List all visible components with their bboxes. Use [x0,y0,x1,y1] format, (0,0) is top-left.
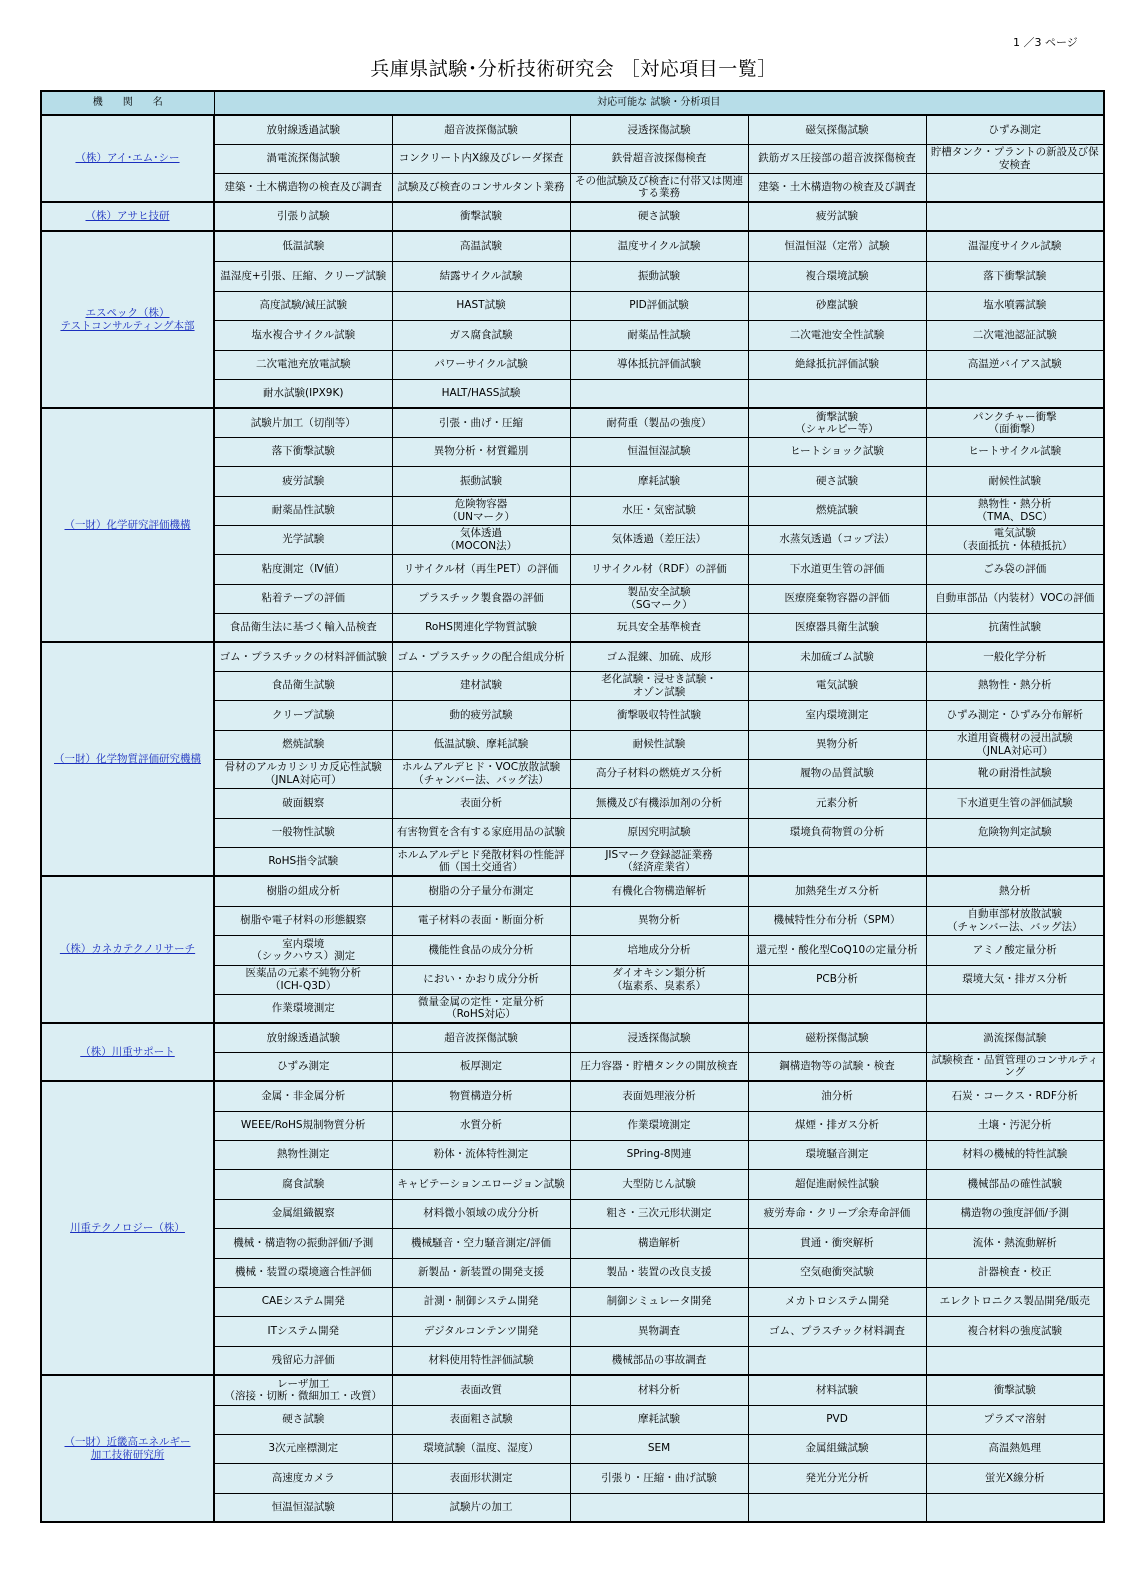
test-item-cell: 耐水試験(IPX9K) [214,379,392,408]
test-item-cell: 高温逆バイアス試験 [926,350,1104,379]
test-item-cell: ゴム・プラスチックの配合組成分析 [392,642,570,671]
test-item-cell: 恒温恒湿試験 [570,437,748,466]
test-item-cell: 樹脂の分子量分布測定 [392,876,570,906]
test-item-cell: 低温試験、摩耗試験 [392,730,570,759]
test-item-cell: 浸透探傷試験 [570,115,748,144]
table-row [41,1081,1104,1111]
page-title: 兵庫県試験･分析技術研究会 ［対応項目一覧］ [370,58,777,80]
test-item-cell: 加熱発生ガス分析 [748,876,926,906]
test-item-cell: 一般化学分析 [926,642,1104,671]
test-item-cell: 衝撃試験 （シャルピー等） [748,408,926,437]
test-item-cell: 衝撃吸収特性試験 [570,700,748,730]
test-item-cell: 腐食試験 [214,1169,392,1199]
test-item-cell: ひずみ測定 [926,115,1104,144]
test-item-cell: 圧力容器・貯槽タンクの開放検査 [570,1052,748,1081]
test-item-cell: 環境大気・排ガス分析 [926,965,1104,994]
test-item-cell: 表面改質 [392,1375,570,1405]
test-item-cell: 耐荷重（製品の強度） [570,408,748,437]
test-item-cell: レーザ加工 （溶接・切断・微細加工・改質） [214,1375,392,1405]
test-item-cell: 機械部品の事故調査 [570,1346,748,1375]
test-item-cell: 靴の耐滑性試験 [926,759,1104,788]
test-item-cell: 異物分析 [748,730,926,759]
organization-link[interactable]: （一財）近畿高エネルギー 加工技術研究所 [41,1375,214,1522]
organization-link[interactable]: エスペック（株） テストコンサルティング本部 [41,231,214,408]
organization-link[interactable]: （株）カネカテクノリサーチ [41,876,214,1023]
test-item-cell: 渦流探傷試験 [926,1023,1104,1052]
test-item-cell: 超音波探傷試験 [392,115,570,144]
test-item-cell: 熱物性・熱分析 [926,671,1104,700]
test-item-cell: リサイクル材（再生PET）の評価 [392,554,570,584]
test-item-cell: 履物の品質試験 [748,759,926,788]
organization-link[interactable]: （一財）化学研究評価機構 [41,408,214,642]
test-item-cell: 原因究明試験 [570,818,748,847]
test-item-cell: 導体抵抗評価試験 [570,350,748,379]
test-item-cell: 石炭・コークス・RDF分析 [926,1081,1104,1111]
test-item-cell: 高分子材料の燃焼ガス分析 [570,759,748,788]
test-item-cell: 渦電流探傷試験 [214,144,392,173]
test-item-cell: 振動試験 [392,466,570,496]
test-item-cell: 危険物判定試験 [926,818,1104,847]
test-item-cell: 建築・土木構造物の検査及び調査 [214,173,392,202]
test-item-cell: PVD [748,1405,926,1434]
test-item-cell: 振動試験 [570,261,748,291]
test-item-cell: 試験検査・品質管理のコンサルティング [926,1052,1104,1081]
test-item-cell: 製品安全試験 （SGマーク） [570,584,748,613]
test-item-cell: 燃焼試験 [214,730,392,759]
test-item-cell: 新製品・新装置の開発支援 [392,1258,570,1287]
table-row [41,408,1104,437]
test-item-cell: 残留応力評価 [214,1346,392,1375]
test-item-cell: 貯槽タンク・プラントの新設及び保安検査 [926,144,1104,173]
test-item-cell: 油分析 [748,1081,926,1111]
organization-link[interactable]: （株）川重サポート [41,1023,214,1081]
test-item-cell: 環境騒音測定 [748,1140,926,1169]
test-item-cell: 粉体・流体特性測定 [392,1140,570,1169]
test-item-cell: 磁粉探傷試験 [748,1023,926,1052]
test-item-cell: 表面処理液分析 [570,1081,748,1111]
test-item-cell: 試験片の加工 [392,1493,570,1522]
test-item-cell: 砂塵試験 [748,291,926,320]
test-item-cell: 材料分析 [570,1375,748,1405]
test-item-cell: 煤煙・排ガス分析 [748,1111,926,1140]
test-item-cell [926,1346,1104,1375]
test-item-cell [926,994,1104,1023]
test-item-cell: 構造解析 [570,1228,748,1258]
test-item-cell: 骨材のアルカリシリカ反応性試験 （JNLA対応可） [214,759,392,788]
test-item-cell: 温度サイクル試験 [570,231,748,261]
test-item-cell: PID評価試験 [570,291,748,320]
test-item-cell: 落下衝撃試験 [214,437,392,466]
organization-link[interactable]: 川重テクノロジー（株） [41,1081,214,1375]
test-item-cell: 食品衛生法に基づく輸入品検査 [214,613,392,642]
test-item-cell: 高温熱処理 [926,1434,1104,1463]
test-item-cell [570,994,748,1023]
test-item-cell: 水蒸気透過（コップ法） [748,525,926,554]
test-item-cell: 建材試験 [392,671,570,700]
test-item-cell: 熱物性・熱分析 （TMA、DSC） [926,496,1104,525]
table-row [41,1023,1104,1052]
test-item-cell: 気体透過（差圧法） [570,525,748,554]
test-item-cell: 硬さ試験 [214,1405,392,1434]
test-item-cell: 衝撃試験 [392,202,570,231]
test-item-cell: 二次電池安全性試験 [748,320,926,350]
table-row [41,231,1104,261]
test-item-cell: 電気試験 （表面抵抗・体積抵抗） [926,525,1104,554]
test-item-cell: CAEシステム開発 [214,1287,392,1316]
test-item-cell: 試験及び検査のコンサルタント業務 [392,173,570,202]
test-item-cell [926,379,1104,408]
test-item-cell: 自動車部品（内装材）VOCの評価 [926,584,1104,613]
test-item-cell: 材料の機械的特性試験 [926,1140,1104,1169]
test-item-cell [926,173,1104,202]
test-item-cell: 耐候性試験 [926,466,1104,496]
test-item-cell: デジタルコンテンツ開発 [392,1316,570,1346]
test-item-cell [570,1493,748,1522]
test-item-cell: 計器検査・校正 [926,1258,1104,1287]
test-item-cell: 大型防じん試験 [570,1169,748,1199]
test-item-cell: エレクトロニクス製品開発/販売 [926,1287,1104,1316]
test-item-cell: 落下衝撃試験 [926,261,1104,291]
test-item-cell: 塩水複合サイクル試験 [214,320,392,350]
organization-link[interactable]: （株）アサヒ技研 [41,202,214,231]
test-item-cell: クリープ試験 [214,700,392,730]
test-item-cell: 破面観察 [214,788,392,818]
test-item-cell: 耐薬品性試験 [214,496,392,525]
test-item-cell [748,1346,926,1375]
test-item-cell [926,1493,1104,1522]
test-item-cell: 複合環境試験 [748,261,926,291]
test-item-cell: 作業環境測定 [214,994,392,1023]
test-item-cell: 材料使用特性評価試験 [392,1346,570,1375]
test-item-table [40,90,1105,1523]
test-item-cell: ゴム・プラスチックの材料評価試験 [214,642,392,671]
test-item-cell: SEM [570,1434,748,1463]
test-item-cell: 引張り・圧縮・曲げ試験 [570,1463,748,1493]
test-item-cell: 機械・装置の環境適合性評価 [214,1258,392,1287]
test-item-cell: 耐薬品性試験 [570,320,748,350]
test-item-cell: 電子材料の表面・断面分析 [392,906,570,935]
test-item-cell: 室内環境 （シックハウス）測定 [214,935,392,965]
test-item-cell: 絶縁抵抗評価試験 [748,350,926,379]
test-item-cell: RoHS指令試験 [214,847,392,876]
test-item-cell: パンクチャー衝撃 （面衝撃） [926,408,1104,437]
test-item-cell: その他試験及び検査に付帯又は関連する業務 [570,173,748,202]
organization-link[interactable]: （一財）化学物質評価研究機構 [41,642,214,876]
test-item-cell: 熱物性測定 [214,1140,392,1169]
test-item-cell: WEEE/RoHS規制物質分析 [214,1111,392,1140]
test-item-cell: 摩耗試験 [570,1405,748,1434]
test-item-cell [926,202,1104,231]
test-item-cell: 気体透過 （MOCON法） [392,525,570,554]
test-item-cell: 製品・装置の改良支援 [570,1258,748,1287]
test-item-cell: ヒートショック試験 [748,437,926,466]
test-item-cell: ゴム、プラスチック材料調査 [748,1316,926,1346]
test-item-cell: 表面形状測定 [392,1463,570,1493]
test-item-cell [748,1493,926,1522]
test-item-cell: HAST試験 [392,291,570,320]
table-row [41,642,1104,671]
test-item-cell: 温湿度+引張、圧縮、クリープ試験 [214,261,392,291]
test-item-cell: 培地成分分析 [570,935,748,965]
test-item-cell: 超促進耐候性試験 [748,1169,926,1199]
test-item-cell: 恒温恒湿（定常）試験 [748,231,926,261]
test-item-cell: 耐候性試験 [570,730,748,759]
test-item-cell: 医療廃棄物容器の評価 [748,584,926,613]
test-item-cell: 計測・制御システム開発 [392,1287,570,1316]
test-item-cell: 磁気探傷試験 [748,115,926,144]
test-item-cell: 高速度カメラ [214,1463,392,1493]
test-item-cell: 機械部品の確性試験 [926,1169,1104,1199]
test-item-cell: 有害物質を含有する家庭用品の試験 [392,818,570,847]
test-item-cell: におい・かおり成分分析 [392,965,570,994]
test-item-cell: 機能性食品の成分分析 [392,935,570,965]
test-item-cell: JISマーク登録認証業務 （経済産業省） [570,847,748,876]
test-item-cell: 無機及び有機添加剤の分析 [570,788,748,818]
org-column-header: 機 関 名 [41,91,214,115]
test-item-cell: 結露サイクル試験 [392,261,570,291]
test-item-cell: ホルムアルデヒド発散材料の性能評価（国土交通省） [392,847,570,876]
test-item-cell: 硬さ試験 [748,466,926,496]
test-item-cell: 材料試験 [748,1375,926,1405]
test-item-cell [926,847,1104,876]
test-item-cell: 環境試験（温度、湿度） [392,1434,570,1463]
test-item-cell: 機械特性分布分析（SPM） [748,906,926,935]
test-item-cell: 恒温恒湿試験 [214,1493,392,1522]
test-item-cell: 自動車部材放散試験 （チャンバー法、バッグ法） [926,906,1104,935]
test-item-cell: 浸透探傷試験 [570,1023,748,1052]
test-item-cell: 老化試験・浸せき試験・ オゾン試験 [570,671,748,700]
test-item-cell: 鉄骨超音波探傷検査 [570,144,748,173]
test-item-cell: 有機化合物構造解析 [570,876,748,906]
test-item-cell: PCB分析 [748,965,926,994]
test-item-cell: 複合材料の強度試験 [926,1316,1104,1346]
test-item-cell: ごみ袋の評価 [926,554,1104,584]
test-item-cell: ゴム混練、加硫、成形 [570,642,748,671]
test-item-cell: 粗さ・三次元形状測定 [570,1199,748,1228]
test-item-cell: RoHS関連化学物質試験 [392,613,570,642]
test-item-cell: 超音波探傷試験 [392,1023,570,1052]
test-item-cell: 異物分析・材質鑑別 [392,437,570,466]
test-item-cell: 貫通・衝突解析 [748,1228,926,1258]
test-item-cell: 物質構造分析 [392,1081,570,1111]
test-item-cell: 二次電池認証試験 [926,320,1104,350]
test-item-cell: 構造物の強度評価/予測 [926,1199,1104,1228]
test-item-cell: 衝撃試験 [926,1375,1104,1405]
test-item-cell: 燃焼試験 [748,496,926,525]
page-number: 1 ／3 ページ [1013,36,1078,49]
test-item-cell: 引張り試験 [214,202,392,231]
test-item-cell: 温湿度サイクル試験 [926,231,1104,261]
test-item-cell: パワーサイクル試験 [392,350,570,379]
test-item-cell: 板厚測定 [392,1052,570,1081]
test-item-cell: 室内環境測定 [748,700,926,730]
test-item-cell: 医薬品の元素不純物分析 （ICH-Q3D） [214,965,392,994]
test-item-cell: 還元型・酸化型CoQ10の定量分析 [748,935,926,965]
table-row [41,876,1104,906]
test-item-cell: 光学試験 [214,525,392,554]
test-item-cell: 3次元座標測定 [214,1434,392,1463]
test-item-cell: 放射線透過試験 [214,1023,392,1052]
test-item-cell: 表面粗さ試験 [392,1405,570,1434]
test-item-cell: 異物調査 [570,1316,748,1346]
test-item-cell: 建築・土木構造物の検査及び調査 [748,173,926,202]
test-item-cell: 放射線透過試験 [214,115,392,144]
test-item-cell: 高度試験/減圧試験 [214,291,392,320]
test-item-cell: ホルムアルデヒド・VOC放散試験 （チャンバー法、バッグ法） [392,759,570,788]
test-item-cell: 元素分析 [748,788,926,818]
test-item-cell: 試験片加工（切削等） [214,408,392,437]
test-item-cell: プラズマ溶射 [926,1405,1104,1434]
test-item-cell: 機械騒音・空力騒音測定/評価 [392,1228,570,1258]
test-item-cell: 発光分光分析 [748,1463,926,1493]
test-item-cell: 電気試験 [748,671,926,700]
test-item-cell: 下水道更生管の評価試験 [926,788,1104,818]
test-item-cell: 硬さ試験 [570,202,748,231]
test-item-cell: 熱分析 [926,876,1104,906]
test-item-cell: 疲労寿命・クリープ余寿命評価 [748,1199,926,1228]
test-item-cell: 下水道更生管の評価 [748,554,926,584]
test-item-cell: プラスチック製食器の評価 [392,584,570,613]
items-column-header: 対応可能な 試験・分析項目 [214,91,1104,115]
test-item-cell: 玩具安全基準検査 [570,613,748,642]
test-item-cell: 表面分析 [392,788,570,818]
test-item-cell: 高温試験 [392,231,570,261]
test-item-cell: 摩耗試験 [570,466,748,496]
test-item-cell: 空気砲衝突試験 [748,1258,926,1287]
test-item-cell: ヒートサイクル試験 [926,437,1104,466]
test-item-cell: SPring-8関連 [570,1140,748,1169]
test-item-cell: 水道用資機材の浸出試験 （JNLA対応可） [926,730,1104,759]
test-item-cell: 一般物性試験 [214,818,392,847]
test-item-cell: ITシステム開発 [214,1316,392,1346]
test-item-cell: コンクリート内X線及びレーダ探査 [392,144,570,173]
test-item-cell [570,379,748,408]
organization-link[interactable]: （株）アイ･エム･シー [41,115,214,202]
test-item-cell: 樹脂の組成分析 [214,876,392,906]
test-item-cell [748,379,926,408]
table-header-row [41,91,1104,115]
table-row [41,115,1104,144]
test-item-cell: キャビテーションエロージョン試験 [392,1169,570,1199]
test-item-cell: 金属組織試験 [748,1434,926,1463]
test-item-cell: 危険物容器 （UNマーク） [392,496,570,525]
test-item-cell: 未加硫ゴム試験 [748,642,926,671]
test-item-cell [748,847,926,876]
table-row [41,1375,1104,1405]
test-item-cell: 引張・曲げ・圧縮 [392,408,570,437]
test-item-cell: 粘度測定（Ⅳ値） [214,554,392,584]
test-item-cell: 流体・熱流動解析 [926,1228,1104,1258]
test-item-cell: 食品衛生試験 [214,671,392,700]
test-item-cell: 制御シミュレータ開発 [570,1287,748,1316]
test-item-cell: 鉄筋ガス圧接部の超音波探傷検査 [748,144,926,173]
test-item-cell: 二次電池充放電試験 [214,350,392,379]
test-item-cell: 鋼構造物等の試験・検査 [748,1052,926,1081]
test-item-cell: 粘着テープの評価 [214,584,392,613]
test-item-cell: 微量金属の定性・定量分析 （RoHS対応） [392,994,570,1023]
test-item-cell: 疲労試験 [214,466,392,496]
test-item-cell: HALT/HASS試験 [392,379,570,408]
test-item-cell: 抗菌性試験 [926,613,1104,642]
test-item-cell: 疲労試験 [748,202,926,231]
test-item-cell: ダイオキシン類分析 （塩素系、臭素系） [570,965,748,994]
test-item-cell: 環境負荷物質の分析 [748,818,926,847]
test-item-cell: 金属組織観察 [214,1199,392,1228]
test-item-cell: 材料微小領域の成分分析 [392,1199,570,1228]
test-item-cell: ガス腐食試験 [392,320,570,350]
table-row [41,202,1104,231]
test-item-cell: 機械・構造物の振動評価/予測 [214,1228,392,1258]
test-item-cell: リサイクル材（RDF）の評価 [570,554,748,584]
test-item-cell: 塩水噴霧試験 [926,291,1104,320]
test-item-cell: 水圧・気密試験 [570,496,748,525]
test-item-cell: 低温試験 [214,231,392,261]
test-item-cell: ひずみ測定 [214,1052,392,1081]
test-item-cell: 動的疲労試験 [392,700,570,730]
test-item-cell: 医療器具衛生試験 [748,613,926,642]
test-item-cell: 作業環境測定 [570,1111,748,1140]
test-item-cell: アミノ酸定量分析 [926,935,1104,965]
test-item-cell: 異物分析 [570,906,748,935]
test-item-cell: 水質分析 [392,1111,570,1140]
test-item-cell: 蛍光X線分析 [926,1463,1104,1493]
test-item-cell: 樹脂や電子材料の形態観察 [214,906,392,935]
test-item-cell: ひずみ測定・ひずみ分布解析 [926,700,1104,730]
test-item-cell: メカトロシステム開発 [748,1287,926,1316]
test-item-cell: 土壌・汚泥分析 [926,1111,1104,1140]
test-item-cell: 金属・非金属分析 [214,1081,392,1111]
test-item-cell [748,994,926,1023]
